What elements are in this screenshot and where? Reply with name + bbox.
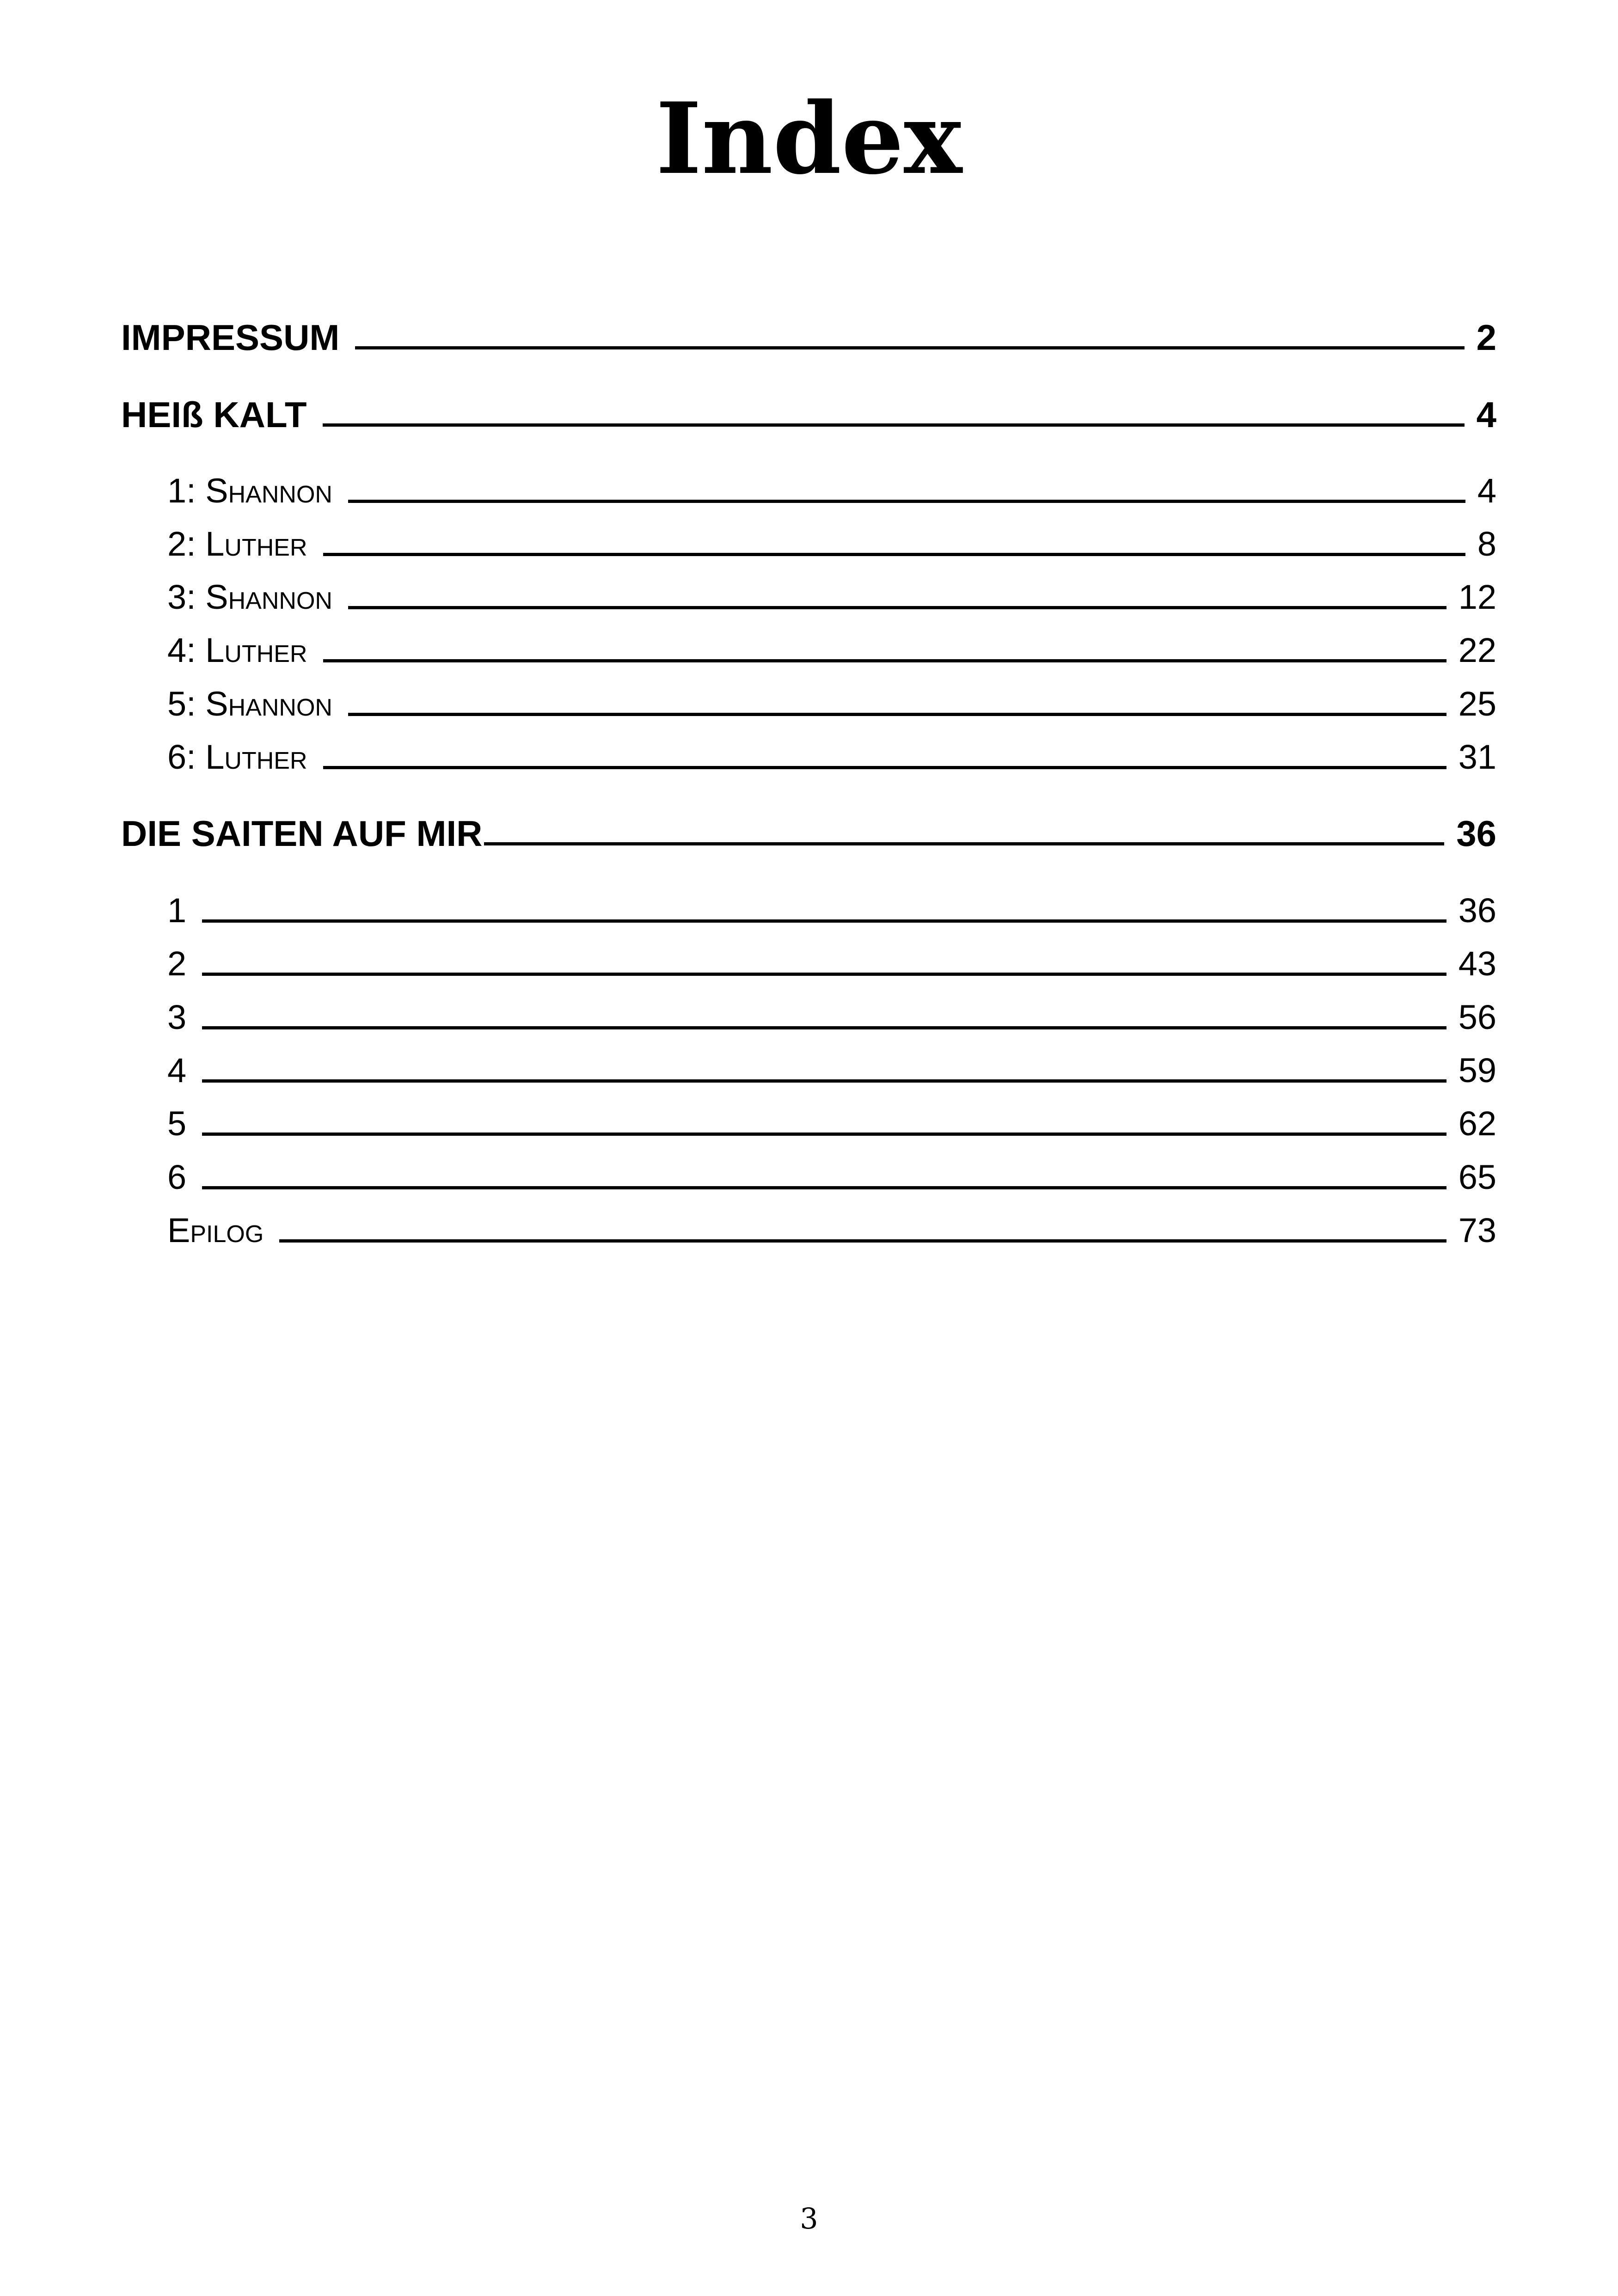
toc-leader-line: [202, 1079, 1446, 1083]
toc-leader-line: [355, 346, 1464, 349]
toc-entry-page: 31: [1458, 738, 1496, 776]
toc-entry-page: 4: [1477, 471, 1496, 510]
toc-entry-chapter-4-luther[interactable]: [167, 627, 1496, 673]
toc-leader-line: [348, 500, 1465, 503]
toc-entry-label: 4: Luther: [167, 631, 307, 669]
page-title: Index: [656, 81, 962, 196]
toc-entry-page: 65: [1458, 1158, 1496, 1196]
toc-leader-line: [323, 553, 1465, 556]
toc-leader-line: [323, 766, 1446, 769]
page-number: 3: [800, 2202, 818, 2235]
toc-leader-line: [202, 1133, 1446, 1136]
toc-leader-line: [202, 1186, 1446, 1189]
toc-entry-page: 62: [1458, 1104, 1496, 1143]
toc-entry-page: 8: [1477, 525, 1496, 563]
toc-entry-page: 43: [1458, 944, 1496, 983]
toc-leader-line: [348, 606, 1446, 609]
toc-leader-line: [202, 973, 1446, 976]
toc-entry-page: 73: [1458, 1211, 1496, 1249]
toc-leader-line: [202, 919, 1446, 923]
toc-entry-page: 22: [1458, 631, 1496, 669]
toc-entry-label: 6: [167, 1158, 187, 1196]
toc-entry-part-4[interactable]: [167, 1047, 1496, 1094]
toc-entry-part-5[interactable]: [167, 1101, 1496, 1147]
toc-entry-chapter-2-luther[interactable]: [167, 521, 1496, 567]
toc-entry-die-saiten-auf-mir[interactable]: [121, 810, 1496, 857]
toc-entry-label: Epilog: [167, 1211, 264, 1249]
toc-entry-label: HEIß KALT: [121, 394, 307, 435]
toc-entry-page: 59: [1458, 1051, 1496, 1090]
toc-entry-page: 36: [1456, 813, 1496, 854]
toc-entry-part-1[interactable]: [167, 888, 1496, 934]
toc-entry-part-3[interactable]: [167, 994, 1496, 1041]
toc-entry-page: 4: [1476, 394, 1496, 435]
toc-entry-label: DIE SAITEN AUF MIR: [121, 813, 483, 854]
toc-entry-label: 1: Shannon: [167, 471, 332, 510]
toc-entry-label: 6: Luther: [167, 738, 307, 776]
toc-entry-page: 36: [1458, 891, 1496, 930]
toc-entry-label: 5: [167, 1104, 187, 1143]
toc-entry-epilog[interactable]: [167, 1207, 1496, 1254]
table-of-contents: [121, 0, 1496, 2296]
toc-entry-chapter-5-shannon[interactable]: [167, 681, 1496, 727]
toc-leader-line: [202, 1026, 1446, 1029]
toc-entry-page: 25: [1458, 685, 1496, 723]
toc-entry-label: 3: [167, 998, 187, 1036]
toc-entry-page: 2: [1476, 317, 1496, 358]
toc-entry-label: 2: [167, 944, 187, 983]
toc-entry-chapter-6-luther[interactable]: [167, 734, 1496, 780]
toc-entry-label: 4: [167, 1051, 187, 1090]
toc-entry-label: IMPRESSUM: [121, 317, 340, 358]
toc-entry-heiss-kalt[interactable]: [121, 392, 1496, 438]
toc-leader-line: [279, 1239, 1446, 1243]
toc-entry-chapter-3-shannon[interactable]: [167, 574, 1496, 620]
toc-leader-line: [323, 423, 1465, 427]
toc-entry-page: 56: [1458, 998, 1496, 1036]
toc-entry-chapter-1-shannon[interactable]: [167, 468, 1496, 514]
toc-entry-part-6[interactable]: [167, 1154, 1496, 1200]
toc-entry-label: 2: Luther: [167, 525, 307, 563]
toc-entry-label: 3: Shannon: [167, 578, 332, 616]
toc-leader-line: [484, 842, 1444, 845]
toc-entry-page: 12: [1458, 578, 1496, 616]
toc-entry-label: 1: [167, 891, 187, 930]
toc-entry-impressum[interactable]: [121, 314, 1496, 361]
toc-entry-part-2[interactable]: [167, 941, 1496, 987]
toc-entry-label: 5: Shannon: [167, 685, 332, 723]
toc-leader-line: [348, 713, 1446, 716]
toc-leader-line: [323, 659, 1446, 662]
